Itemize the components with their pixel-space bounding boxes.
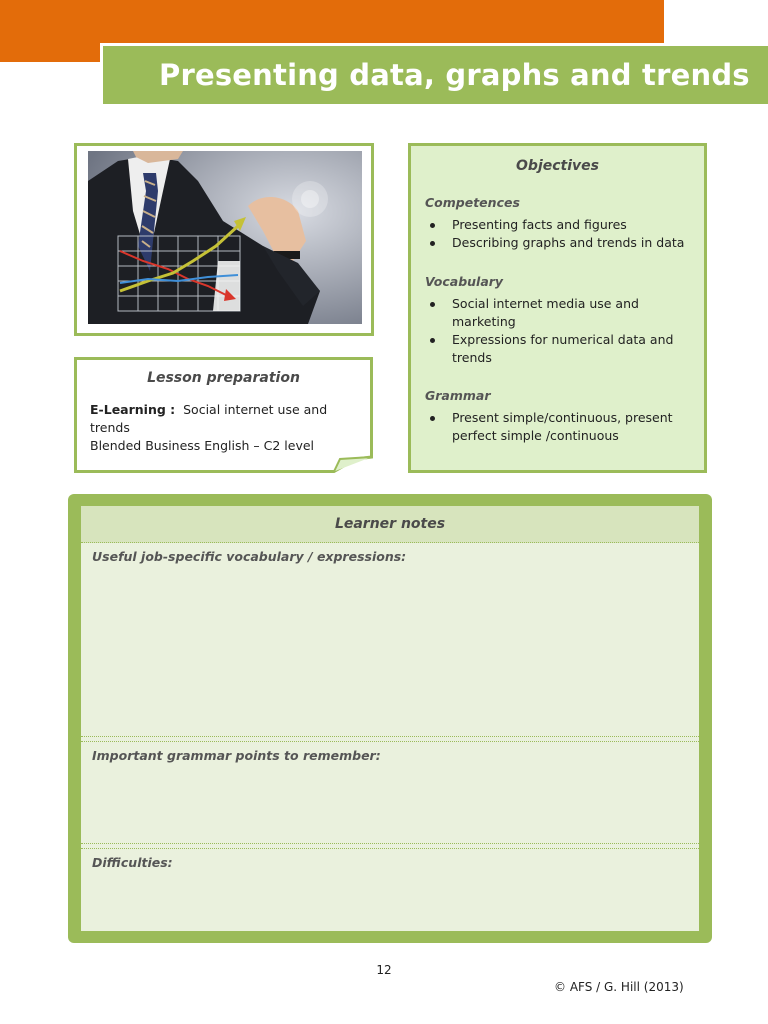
course-level: Blended Business English – C2 level: [90, 438, 314, 453]
list-item: Describing graphs and trends in data: [425, 234, 695, 252]
page-number: 12: [376, 963, 392, 977]
section-heading: Grammar: [425, 388, 491, 403]
elearning-label: E-Learning :: [90, 402, 176, 417]
lesson-preparation-title: Lesson preparation: [147, 370, 300, 386]
notes-label: Useful job-specific vocabulary / expressions:: [92, 549, 407, 564]
list-item: Present simple/continuous, present perfect simple /continuous: [425, 409, 695, 445]
learner-notes-title: Learner notes: [81, 506, 699, 543]
objectives-box: [408, 143, 707, 473]
objectives-title: Objectives: [516, 158, 599, 174]
learner-notes-area: [81, 506, 699, 931]
notes-row-difficulties[interactable]: [81, 848, 699, 931]
lesson-preparation-box: [74, 357, 373, 473]
objectives-section-vocabulary: [425, 274, 695, 367]
learner-notes-panel: [68, 494, 712, 943]
photo-frame: [74, 143, 374, 336]
list-item: Presenting facts and figures: [425, 216, 695, 234]
copyright-notice: © AFS / G. Hill (2013): [554, 980, 684, 994]
lesson-preparation-text: [90, 401, 350, 455]
notes-label: Difficulties:: [92, 855, 173, 870]
businessman-chart-photo: [88, 151, 362, 324]
title-banner: [100, 43, 768, 107]
objectives-section-competences: [425, 195, 695, 252]
objectives-section-grammar: [425, 388, 695, 445]
notes-row-grammar[interactable]: [81, 741, 699, 844]
list-item: Social internet media use and marketing: [425, 295, 695, 331]
notes-label: Important grammar points to remember:: [92, 748, 381, 763]
section-heading: Vocabulary: [425, 274, 504, 289]
notes-row-vocabulary[interactable]: [81, 543, 699, 737]
page-title: Presenting data, graphs and trends: [159, 58, 750, 92]
elearning-text: Social internet use and trends: [90, 402, 328, 435]
list-item: Expressions for numerical data and trends: [425, 331, 695, 367]
section-heading: Competences: [425, 195, 520, 210]
